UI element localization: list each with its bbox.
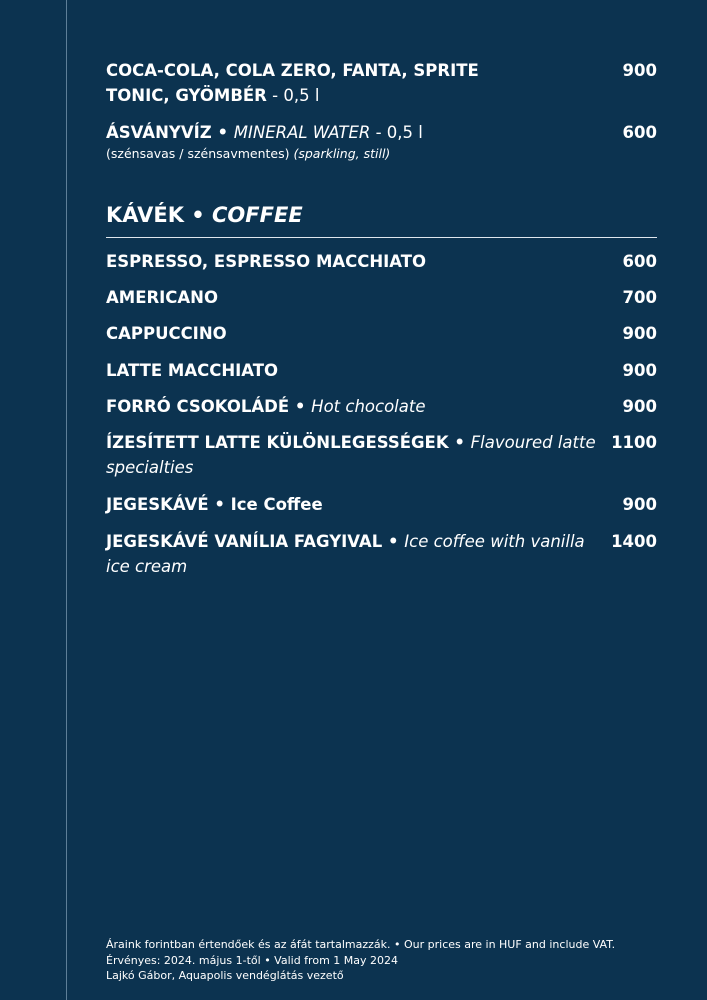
footer-signature: Lajkó Gábor, Aquapolis vendéglátás vezető — [106, 969, 344, 982]
menu-item-name: ÍZESÍTETT LATTE KÜLÖNLEGESSÉGEK • — [106, 433, 471, 452]
menu-item-name: ÁSVÁNYVÍZ • — [106, 123, 234, 142]
menu-item-price: 900 — [622, 361, 657, 380]
menu-item-price: 700 — [622, 288, 657, 307]
menu-item-price: 900 — [622, 324, 657, 343]
menu-item-mineral-water — [106, 120, 657, 161]
menu-item-name: JEGESKÁVÉ VANÍLIA FAGYIVAL • — [106, 532, 405, 551]
menu-item-price: 1100 — [611, 433, 657, 452]
menu-item-price: 600 — [622, 252, 657, 271]
menu-item-note-hu: (szénsavas / szénsavmentes) — [106, 146, 294, 161]
menu-item-size: - 0,5 l — [370, 123, 423, 142]
footer-valid-from: Érvényes: 2024. május 1-től • Valid from 1 May 2024 — [106, 953, 399, 967]
menu-item-name-en: Ice coffee with vanilla ice cream — [106, 532, 585, 576]
menu-item-price: 600 — [622, 123, 657, 142]
menu-item-americano — [106, 285, 657, 310]
menu-item-text — [106, 394, 596, 419]
section-divider — [106, 237, 657, 238]
menu-item-name: JEGESKÁVÉ • Ice Coffee — [106, 495, 323, 514]
menu-item-price: 900 — [622, 61, 657, 80]
menu-item-text — [106, 529, 596, 579]
menu-item-name-en: Flavoured latte specialties — [106, 433, 596, 477]
menu-item-ice-coffee-vanilla — [106, 529, 657, 579]
menu-item-name: AMERICANO — [106, 288, 219, 307]
menu-item-size: - 0,5 l — [266, 86, 320, 105]
menu-item-name-en: MINERAL WATER — [233, 123, 371, 142]
menu-item-ice-coffee — [106, 492, 657, 517]
menu-item-espresso — [106, 249, 657, 274]
section-title-hu: KÁVÉK • — [106, 203, 213, 227]
menu-item-name: FORRÓ CSOKOLÁDÉ • — [106, 397, 312, 416]
menu-item-name: LATTE MACCHIATO — [106, 361, 279, 380]
menu-item-price: 900 — [622, 495, 657, 514]
menu-item-text — [106, 58, 596, 108]
menu-item-hot-chocolate — [106, 394, 657, 419]
menu-item-note-en: (sparkling, still) — [293, 146, 391, 161]
left-border-line — [66, 0, 67, 1000]
menu-item-price: 900 — [622, 397, 657, 416]
menu-item-text — [106, 120, 596, 161]
menu-item-note — [106, 146, 596, 161]
footer-notes — [106, 937, 666, 984]
menu-item-name-line2: TONIC, GYÖMBÉR — [106, 86, 267, 105]
menu-item-text — [106, 430, 596, 480]
section-title-coffee — [106, 200, 303, 230]
menu-item-name: COCA-COLA, COLA ZERO, FANTA, SPRITE — [106, 61, 479, 80]
menu-item-flavoured-latte — [106, 430, 657, 480]
menu-item-name-en: Hot chocolate — [311, 397, 426, 416]
menu-item-name: CAPPUCCINO — [106, 324, 227, 343]
section-title-en: COFFEE — [212, 203, 303, 227]
menu-item-soft-drinks — [106, 58, 657, 108]
menu-item-latte-macchiato — [106, 358, 657, 383]
menu-item-price: 1400 — [611, 532, 657, 551]
menu-item-cappuccino — [106, 321, 657, 346]
footer-price-note: Áraink forintban értendőek és az áfát tartalmazzák. • Our prices are in HUF and include VAT. — [106, 938, 616, 951]
menu-item-name: ESPRESSO, ESPRESSO MACCHIATO — [106, 252, 427, 271]
